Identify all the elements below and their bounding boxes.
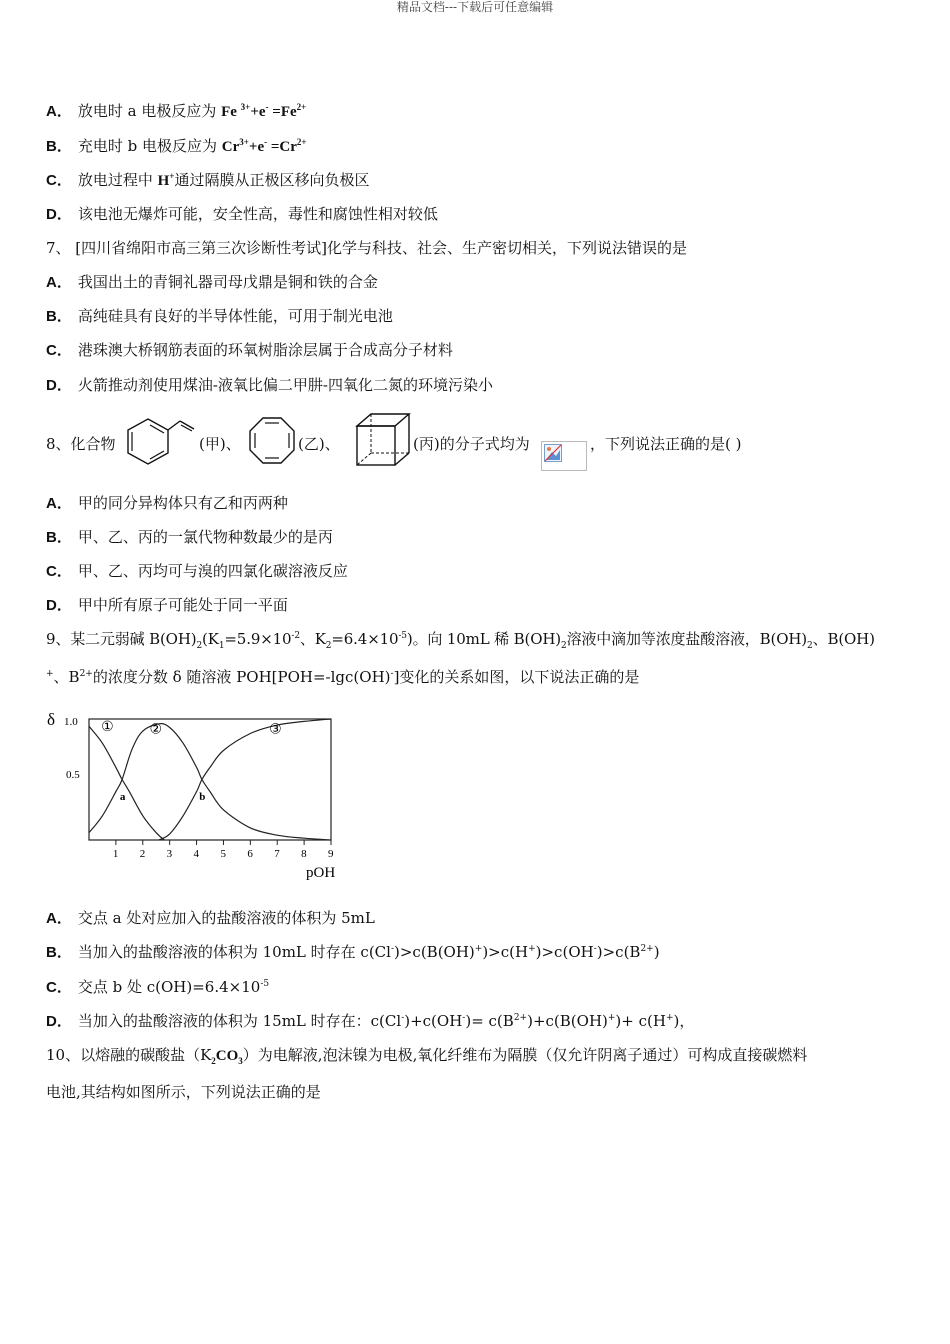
q7-option-c[interactable] [46,340,453,361]
sup: + [169,171,175,181]
sup: + [474,944,483,954]
option-text: 我国出土的青铜礼器司母戊鼎是铜和铁的合金 [77,273,378,291]
formula: H [157,173,170,189]
text: )>c(H [482,943,529,961]
sub: 2 [196,641,203,651]
option-text: 高纯硅具有良好的半导体性能，可用于制光电池 [77,307,393,325]
sup: 3+ [240,102,251,112]
text: )= c(B [465,1012,514,1030]
x-ticks [113,840,334,860]
sub: 1 [218,641,225,651]
y-axis-label: δ [47,710,56,729]
styrene-structure-icon [120,415,198,467]
x-tick-label: 9 [328,848,334,860]
option-text: 放电过程中 [77,171,158,189]
curve-series-3 [159,719,331,840]
x-tick-label: 1 [112,848,119,860]
formula: =Fe [268,104,297,120]
text: )+c(B(OH) [527,1012,608,1030]
sup: - [264,137,268,147]
text: =6.4×10 [331,630,399,648]
q6-option-a[interactable] [46,101,306,122]
x-tick-label: 3 [166,848,173,860]
q9-option-d[interactable] [46,1011,694,1032]
text: )+ c(H [615,1012,666,1030]
text: )>c(B [596,943,641,961]
q8-suffix: ，下列说法正确的是( ) [590,435,742,453]
text: ）为电解液,泡沫镍为电极,氧化纤维布为隔膜（仅允许阴离子通过）可构成直接碳燃料 [242,1046,808,1064]
q7-option-b[interactable] [46,306,393,327]
q9-stem-line1 [46,629,875,649]
option-label: C． [46,563,72,580]
text: 的浓度分数 δ 随溶液 POH[POH=-lgc(OH) [92,668,391,686]
sup: 2+ [640,944,654,954]
sup: 2+ [296,137,307,147]
sup: 3+ [239,137,249,147]
option-label: A． [46,910,72,927]
curve-label-2: ② [149,722,163,738]
q10-stem-line1 [46,1045,807,1066]
sup: 2+ [79,669,93,679]
q9-option-a[interactable] [46,908,375,929]
option-label: D． [46,206,72,223]
curve-series-1 [89,726,164,840]
option-text: 甲的同分异构体只有乙和丙两种 [77,494,288,512]
text: 、B [53,668,80,686]
y-tick-label-0-5: 0.5 [66,769,80,781]
q6-option-d[interactable] [46,204,438,225]
option-text: 该电池无爆炸可能，安全性高，毒性和腐蚀性相对较低 [77,205,438,223]
q9-stem-line2 [46,667,639,687]
page-header: 精品文档---下载后可任意编辑 [396,0,554,14]
sup: - [593,944,597,954]
sup: - [390,669,394,679]
option-text: 交点 a 处对应加入的盐酸溶液的体积为 5mL [77,909,375,927]
x-axis-label: pOH [306,865,336,881]
text: )>c(OH [535,943,594,961]
q9-option-b[interactable] [46,942,660,963]
q8-prefix: 8、化合物 [46,435,116,453]
x-tick-label: 6 [247,848,253,860]
option-label: D． [46,597,72,614]
sub: 2 [211,1056,216,1066]
option-label: C． [46,979,72,996]
text: )。向 10mL 稀 B(OH) [406,630,562,648]
q8-option-c[interactable] [46,561,348,582]
sub: 3 [238,1056,243,1066]
x-tick-label: 7 [274,848,280,860]
x-tick-label: 4 [193,848,200,860]
option-label: B． [46,944,72,961]
text: )+c(OH [404,1012,463,1030]
text: 交点 b 处 c(OH)=6.4×10 [77,978,261,996]
formula: +e [248,139,265,155]
curve-label-3: ③ [269,722,282,738]
intersection-label-a: a [119,791,126,804]
option-text: 放电时 a 电极反应为 [77,102,222,120]
sup: - [265,102,269,112]
curves [89,719,331,840]
text: )>c(B(OH) [394,943,475,961]
sup: -5 [398,631,407,641]
sup: - [401,1013,405,1023]
option-label: A． [46,274,72,291]
q9-option-c[interactable] [46,977,269,998]
option-label: A． [46,103,72,120]
q10-stem-line2: 电池,其结构如图所示，下列说法正确的是 [46,1083,321,1101]
sup: + [46,669,54,679]
option-text: 充电时 b 电极反应为 [77,137,222,155]
q7-stem: 7、 [四川省绵阳市高三第三次诊断性考试]化学与科技、社会、生产密切相关，下列说法错误的是 [46,239,688,257]
q8-option-a[interactable] [46,493,288,514]
text: 、K [299,630,326,648]
broken-image-icon [541,441,587,471]
formula: Cr [221,139,240,155]
q8-jia-label: (甲)、 [199,435,241,453]
option-text: 甲、乙、丙均可与溴的四氯化碳溶液反应 [77,562,348,580]
text: 溶液中滴加等浓度盐酸溶液，B(OH) [566,630,808,648]
curve-series-2 [89,724,331,840]
sup: + [528,944,536,954]
option-label: D． [46,1013,72,1030]
delta-poh-chart [44,703,364,893]
option-label: A． [46,495,72,512]
q6-option-b[interactable] [46,136,307,157]
sup: + [607,1013,616,1023]
text: 9、某二元弱碱 B(OH) [46,630,197,648]
option-label: C． [46,172,72,189]
option-text: 港珠澳大桥钢筋表面的环氧树脂涂层属于合成高分子材料 [77,341,453,359]
intersection-label-b: b [199,791,206,804]
x-tick-label: 8 [301,848,307,860]
option-text: 甲中所有原子可能处于同一平面 [77,596,288,614]
text: ]变化的关系如图，以下说法正确的是 [393,668,640,686]
y-tick-label-1-0: 1.0 [64,716,78,728]
q7-option-d[interactable] [46,375,493,396]
q8-option-d[interactable] [46,595,288,616]
cubane-structure-icon [354,411,412,469]
option-text: 通过隔膜从正极区移向负极区 [174,171,370,189]
option-label: B． [46,529,72,546]
sup: - [390,944,394,954]
formula: Fe [221,104,241,120]
x-tick-label: 2 [139,848,146,860]
sup: - [462,1013,466,1023]
plot-frame [89,719,331,840]
option-text: 甲、乙、丙的一氯代物种数最少的是丙 [77,528,333,546]
option-text: 火箭推动剂使用煤油-液氧比偏二甲肼-四氧化二氮的环境污染小 [77,376,493,394]
x-tick-label: 5 [220,848,226,860]
option-label: D． [46,377,72,394]
text: )， [673,1012,695,1030]
option-label: B． [46,138,72,155]
text: 、B(OH) [812,630,875,648]
sup: -5 [260,979,270,989]
formula: CO [215,1048,239,1064]
text: (K [202,630,219,648]
sub: 2 [807,641,813,651]
q6-option-c[interactable] [46,170,369,191]
sup: 2+ [296,102,307,112]
text: 当加入的盐酸溶液的体积为 10mL 时存在 c(Cl [77,943,391,961]
text: =5.9×10 [224,630,292,648]
sub: 2 [561,641,567,651]
sup: -2 [291,631,300,641]
text: ) [653,943,660,961]
q8-bing-label: (丙)的分子式均为 [413,435,530,453]
formula: =Cr [267,139,297,155]
text: 10、以熔融的碳酸盐（K [46,1046,212,1064]
curve-label-1: ① [101,720,114,736]
sup: 2+ [513,1013,528,1023]
sup: + [665,1013,674,1023]
q7-option-a[interactable] [46,272,378,293]
text: 当加入的盐酸溶液的体积为 15mL 时存在：c(Cl [77,1012,402,1030]
formula: +e [250,104,266,120]
cyclooctatetraene-structure-icon [246,415,298,467]
sub: 2 [325,641,332,651]
option-label: B． [46,308,72,325]
option-label: C． [46,342,72,359]
q8-yi-label: (乙)、 [298,435,340,453]
q8-option-b[interactable] [46,527,333,548]
